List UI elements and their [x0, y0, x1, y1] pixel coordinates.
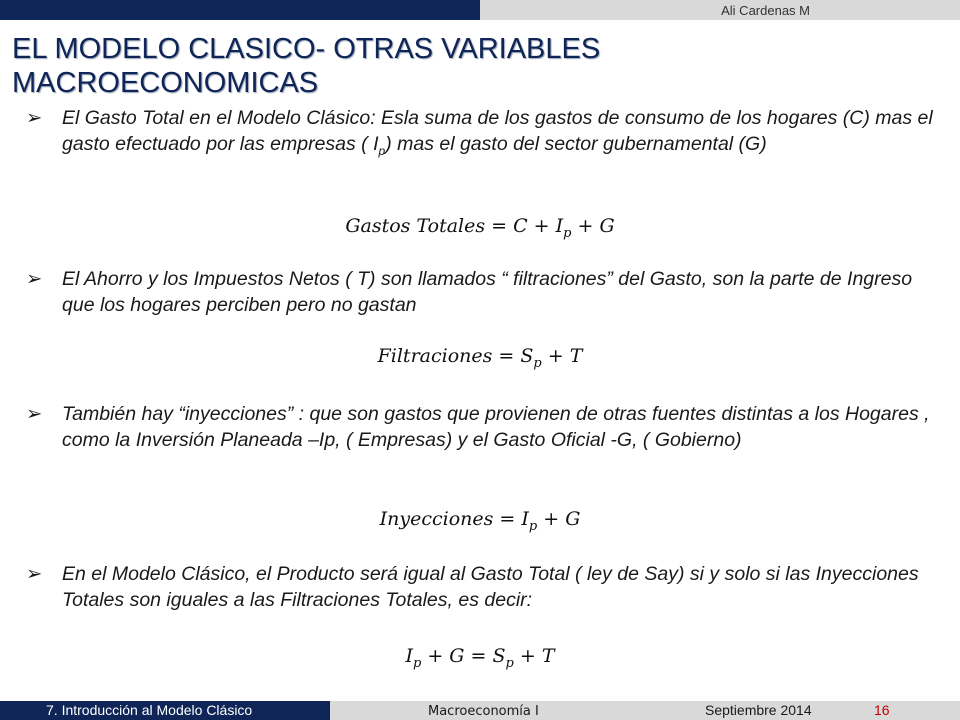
footer-bar [0, 701, 960, 720]
footer-page-number: 16 [874, 702, 890, 718]
arrow-bullet-icon: ➢ [26, 268, 43, 290]
arrow-bullet-icon: ➢ [26, 403, 43, 425]
top-bar-light [480, 0, 960, 20]
bullet-filtraciones [26, 266, 936, 318]
bullet-text: En el Modelo Clásico, el Producto será igual al Gasto Total ( ley de Say) si y solo si las Inyecciones Totales son iguales a las Filtraciones Totales, es decir: [62, 563, 919, 611]
bullet-gasto-total [26, 105, 936, 164]
slide-title: EL MODELO CLASICO- OTRAS VARIABLES MACROECONOMICAS [12, 33, 601, 99]
formula-inyecciones: Inyecciones = $I_p + G$ [379, 508, 581, 534]
bullet-text: El Gasto Total en el Modelo Clásico: Esla suma de los gastos de consumo de los hogares (C) mas el gasto efectuado por las empresas ( $I_p$) mas el gasto del sector gubernamental (G) [62, 107, 933, 158]
formula-gastos-totales: Gastos Totales = $C + I_p + G$ [345, 215, 615, 241]
formula-equilibrio: $I_p + G = S_p + T$ [405, 645, 555, 671]
formula-filtraciones: Filtraciones = $S_p + T$ [377, 345, 583, 371]
arrow-bullet-icon: ➢ [26, 563, 43, 585]
bullet-ley-de-say [26, 561, 936, 613]
top-bar-dark [0, 0, 480, 20]
bullet-inyecciones [26, 401, 936, 453]
footer-page-block [920, 701, 960, 720]
bullet-text: El Ahorro y los Impuestos Netos ( T) son llamados “ filtraciones” del Gasto, son la parte de Ingreso que los hogares perciben pero no gastan [62, 268, 913, 316]
arrow-bullet-icon: ➢ [26, 107, 43, 129]
bullet-text: También hay “inyecciones” : que son gastos que provienen de otras fuentes distintas a los Hogares , como la Inversión Planeada –Ip, ( Empresas) y el Gasto Oficial -G, ( Gobierno) [62, 403, 930, 451]
footer-course: Macroeconomía I [428, 704, 539, 719]
author-name: Ali Cardenas M [721, 3, 810, 18]
footer-chapter: 7. Introducción al Modelo Clásico [46, 702, 253, 718]
footer-date: Septiembre 2014 [705, 702, 812, 718]
